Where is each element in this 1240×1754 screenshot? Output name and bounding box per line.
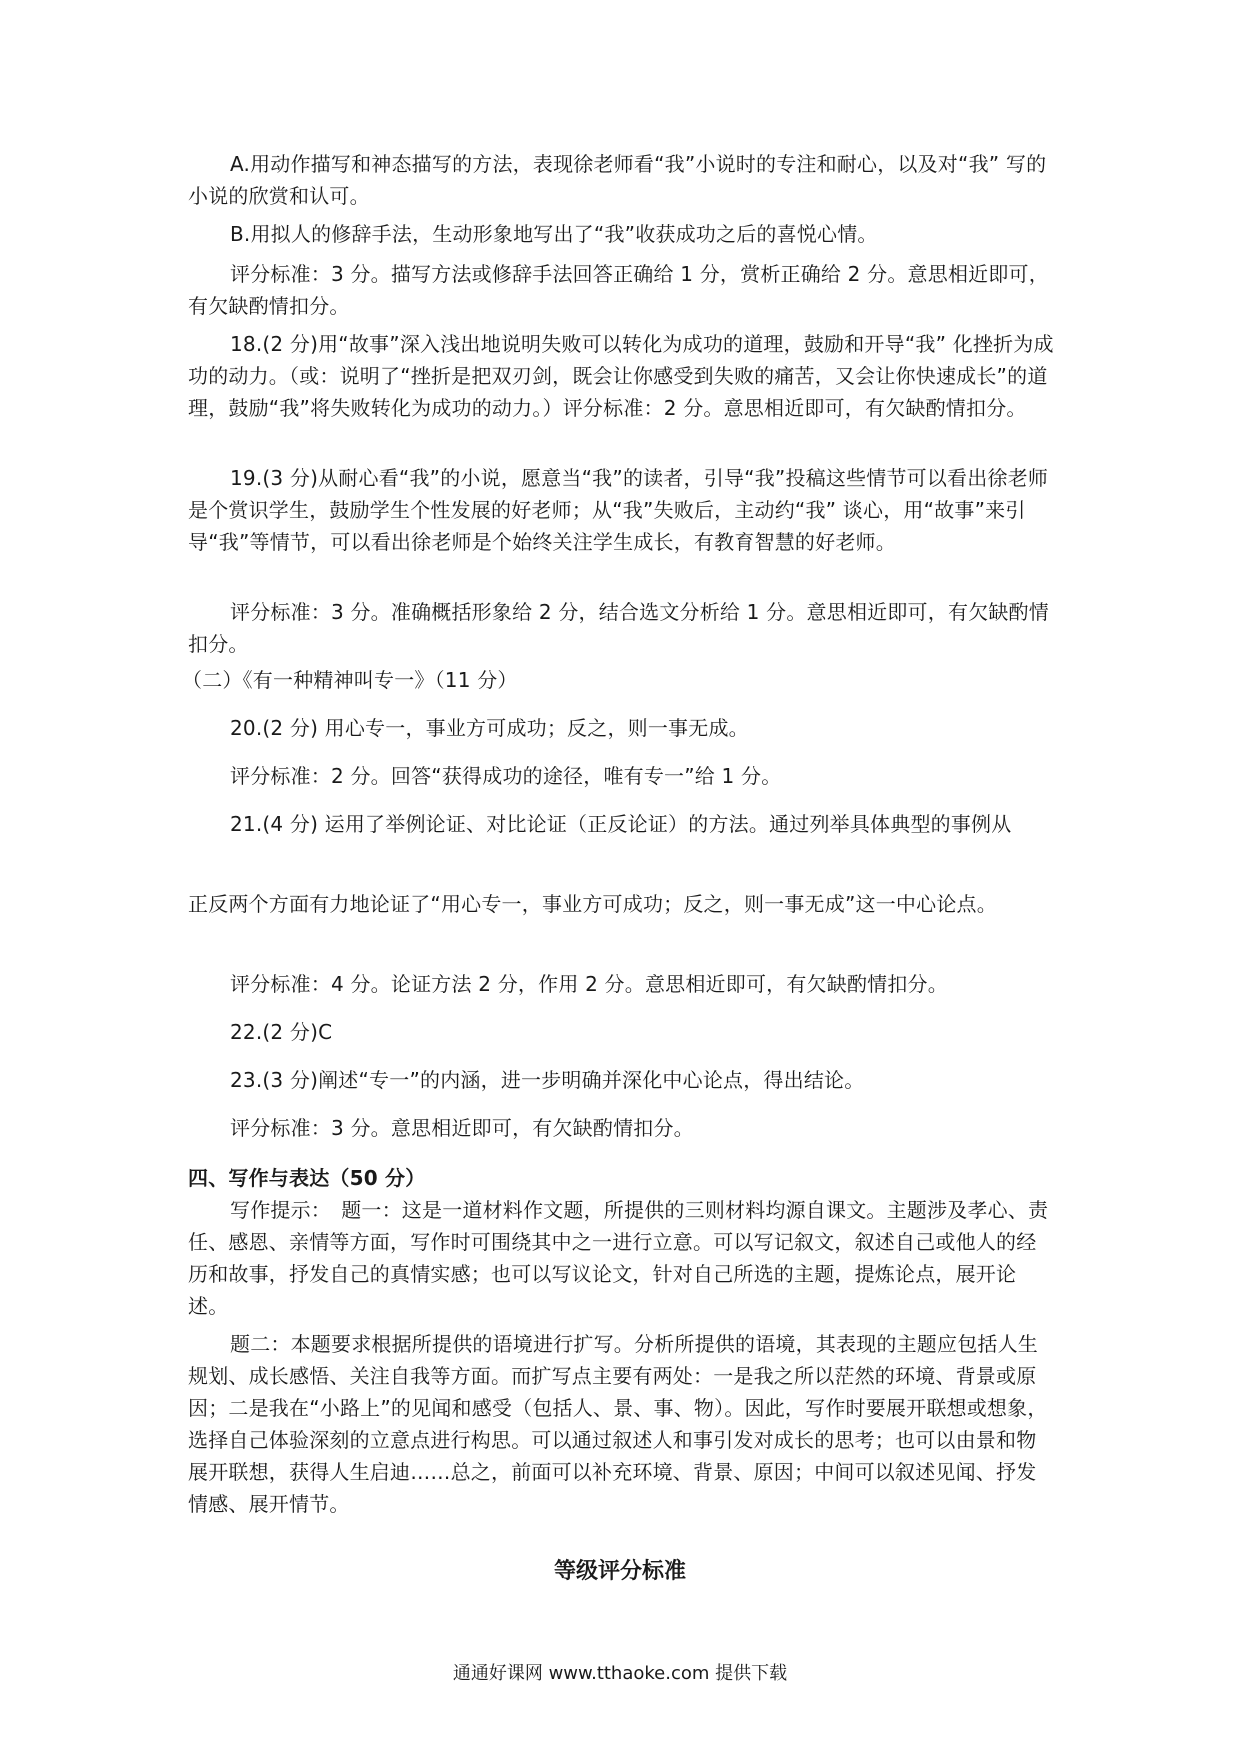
paragraph: 评分标准：3 分。准确概括形象给 2 分，结合选文分析给 1 分。意思相近即可，有欠缺酌情扣分。: [188, 600, 1049, 656]
answer-22: [188, 1016, 1056, 1048]
paragraph: 写作提示： 题一：这是一道材料作文题，所提供的三则材料均源自课文。主题涉及孝心、责任、感恩、亲情等方面，写作时可围绕其中之一进行立意。可以写记叙文，叙述自己或他人的经历和故事，抒发自己的真情实感；也可以写议论文，针对自己所选的主题，提炼论点，展开论述。: [188, 1198, 1049, 1318]
section-2-heading: [182, 664, 1050, 696]
paragraph: A.用动作描写和神态描写的方法，表现徐老师看“我”小说时的专注和耐心，以及对“我” 写的小说的欣赏和认可。: [188, 152, 1047, 208]
scoring-17: [188, 258, 1056, 322]
answer-19: [188, 462, 1056, 558]
scoring-23: [188, 1112, 1056, 1144]
paragraph: 22.(2 分)C: [230, 1020, 333, 1044]
paragraph: 23.(3 分)阐述“专一”的内涵，进一步明确并深化中心论点，得出结论。: [230, 1068, 865, 1092]
section-4-heading: [188, 1162, 1056, 1194]
paragraph: 18.(2 分)用“故事”深入浅出地说明失败可以转化为成功的道理，鼓励和开导“我” 化挫折为成功的动力。（或：说明了“挫折是把双刃剑，既会让你感受到失败的痛苦，又会让你快速成长”的道理，鼓励“我”将失败转化为成功的动力。）评分标准：2 分。意思相近即可，有欠缺酌情扣分。: [188, 332, 1054, 420]
answer-21-continued: [188, 888, 1056, 920]
section-heading: （二）《有一种精神叫专一》（11 分）: [182, 668, 518, 692]
page-footer: 通通好课网 www.tthaoke.com 提供下载: [452, 1663, 788, 1684]
writing-prompt-2: [188, 1328, 1056, 1520]
paragraph: 20.(2 分) 用心专一，事业方可成功；反之，则一事无成。: [230, 716, 749, 740]
writing-prompt-1: [188, 1194, 1056, 1322]
grade-standard-title: 等级评分标准: [553, 1559, 686, 1584]
paragraph: 题二：本题要求根据所提供的语境进行扩写。分析所提供的语境，其表现的主题应包括人生规划、成长感悟、关注自我等方面。而扩写点主要有两处：一是我之所以茫然的环境、背景或原因；二是我在“小路上”的见闻和感受（包括人、景、事、物）。因此，写作时要展开联想或想象，选择自己体验深刻的立意点进行构思。可以通过叙述人和事引发对成长的思考；也可以由景和物展开联想，获得人生启迪……总之，前面可以补充环境、背景、原因；中间可以叙述见闻、抒发情感、展开情节。: [188, 1332, 1048, 1516]
answer-17-a: [188, 148, 1056, 212]
scoring-21: [188, 968, 1056, 1000]
paragraph: 评分标准：3 分。意思相近即可，有欠缺酌情扣分。: [230, 1116, 694, 1140]
answer-23: [188, 1064, 1056, 1096]
answer-21: [230, 808, 1056, 840]
paragraph: B.用拟人的修辞手法，生动形象地写出了“我”收获成功之后的喜悦心情。: [230, 222, 878, 246]
paragraph: 19.(3 分)从耐心看“我”的小说，愿意当“我”的读者，引导“我”投稿这些情节可以看出徐老师是个赏识学生，鼓励学生个性发展的好老师；从“我”失败后，主动约“我” 谈心，用“故事”来引导“我”等情节，可以看出徐老师是个始终关注学生成长，有教育智慧的好老师。: [188, 466, 1049, 554]
answer-18: [188, 328, 1056, 424]
paragraph: 评分标准：4 分。论证方法 2 分，作用 2 分。意思相近即可，有欠缺酌情扣分。: [230, 972, 948, 996]
paragraph: 21.(4 分) 运用了举例论证、对比论证（正反论证）的方法。通过列举具体典型的事例从: [230, 812, 1012, 836]
paragraph: 评分标准：3 分。描写方法或修辞手法回答正确给 1 分，赏析正确给 2 分。意思相近即可，有欠缺酌情扣分。: [188, 262, 1049, 318]
answer-17-b: [188, 218, 1056, 250]
scoring-20: [188, 760, 1056, 792]
scoring-19: [188, 596, 1056, 660]
answer-20: [188, 712, 1056, 744]
paragraph: 评分标准：2 分。回答“获得成功的途径，唯有专一”给 1 分。: [230, 764, 782, 788]
section-heading: 四、写作与表达（50 分）: [188, 1166, 426, 1190]
paragraph: 正反两个方面有力地论证了“用心专一，事业方可成功；反之，则一事无成”这一中心论点。: [188, 892, 997, 916]
